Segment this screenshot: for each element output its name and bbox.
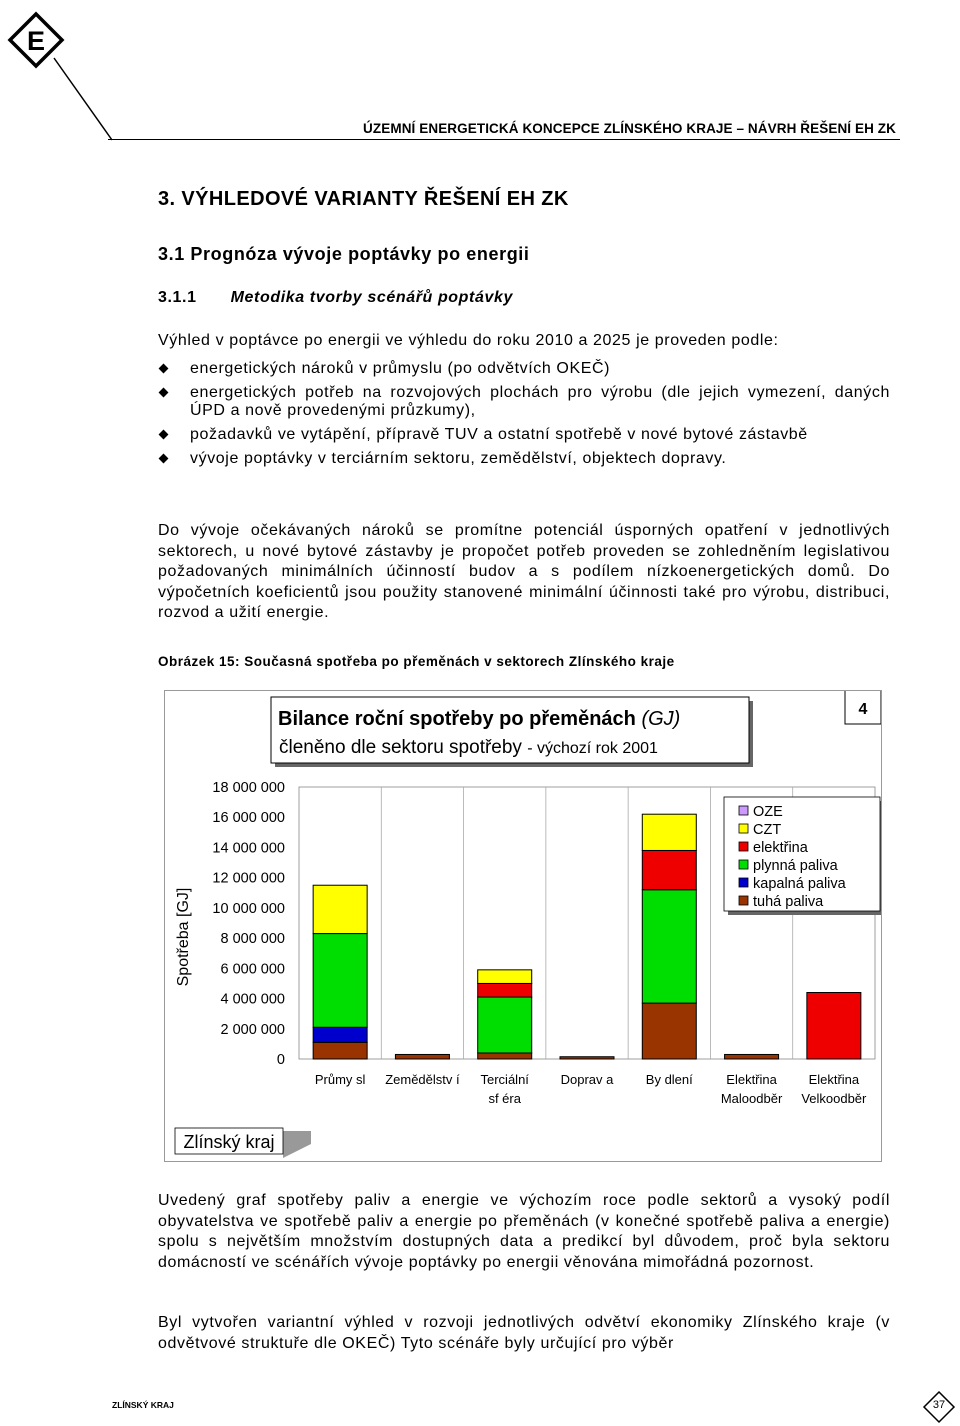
chart-frame — [164, 690, 882, 1162]
diamond-bullet-icon — [159, 454, 169, 464]
bar-segment — [642, 814, 696, 850]
legend-swatch — [739, 878, 748, 887]
y-tick-label: 8 000 000 — [220, 931, 285, 948]
x-tick-label: sf éra — [488, 1091, 521, 1106]
body-paragraph: Do vývoje očekávaných nároků se promítne potenciál úsporných opatření v jednotlivých sektorech, u nové bytové zástavby je propočet potřeb proveden se zohledněním legislativou požadovaných minimálních účinností budov a s podílem nízkoenergetických domů. Do výpočetních koeficientů jsou použity stanovené minimální účinnosti také pro výrobu, distribuci, rozvod a užití energie. — [158, 522, 890, 621]
x-tick-label: Elektřina — [726, 1072, 777, 1087]
legend-label: CZT — [753, 822, 782, 838]
legend-label: OZE — [753, 804, 783, 820]
body-paragraph: Byl vytvořen variantní výhled v rozvoji jednotlivých odvětví ekonomiky Zlínského kraje (v odvětvové struktuře dle OKEČ) Tyto scénáře byly určující pro výběr — [158, 1314, 890, 1352]
diamond-bullet-icon — [159, 430, 169, 440]
bar-segment — [395, 1054, 449, 1059]
bar-segment — [478, 970, 532, 984]
legend-swatch — [739, 860, 748, 869]
bar-segment — [478, 1053, 532, 1059]
list-item-text: energetických potřeb na rozvojových plochách pro výrobu (dle jejich vymezení, daných ÚPD a nově provedenými průzkumy), — [190, 384, 890, 419]
bullet-list — [158, 360, 890, 474]
y-tick-label: 14 000 000 — [212, 840, 285, 857]
diamond-e-logo-icon — [6, 8, 142, 144]
x-tick-label: By dlení — [645, 1072, 693, 1087]
legend-label: tuhá paliva — [753, 894, 824, 910]
x-tick-label: Terciální — [480, 1072, 529, 1087]
y-tick-label: 18 000 000 — [212, 780, 285, 796]
list-item-text: energetických nároků v průmyslu (po odvětvích OKEČ) — [190, 360, 611, 377]
header-title: ÚZEMNÍ ENERGETICKÁ KONCEPCE ZLÍNSKÉHO KRAJE – NÁVRH ŘEŠENÍ EH ZK — [363, 121, 896, 136]
y-tick-label: 2 000 000 — [220, 1021, 285, 1038]
subsubsection-title: Metodika tvorby scénářů poptávky — [230, 289, 513, 306]
diamond-bullet-icon — [159, 388, 169, 398]
subsection-heading: 3.1 Prognóza vývoje poptávky po energii — [158, 244, 530, 264]
bar-segment — [313, 885, 367, 933]
y-ticks — [212, 780, 285, 1068]
y-tick-label: 0 — [276, 1052, 285, 1068]
list-item — [158, 360, 890, 378]
bar-segment — [642, 890, 696, 1003]
bar-segment — [642, 1003, 696, 1059]
bar-segment — [725, 1054, 779, 1059]
bar-segment — [642, 850, 696, 889]
x-tick-label: Průmy sl — [314, 1072, 366, 1087]
subsubsection-heading — [158, 289, 513, 307]
y-axis-label: Spotřeba [GJ] — [175, 887, 192, 987]
y-tick-label: 6 000 000 — [220, 961, 285, 978]
region-label-shadow — [283, 1131, 311, 1158]
bar-segment — [478, 997, 532, 1053]
legend-label: kapalná paliva — [753, 876, 846, 892]
page-number: 37 — [932, 1399, 946, 1411]
section-heading: 3. VÝHLEDOVÉ VARIANTY ŘEŠENÍ EH ZK — [158, 188, 569, 210]
bar-segment — [313, 1042, 367, 1059]
list-item-text: vývoje poptávky v terciárním sektoru, zemědělství, objektech dopravy. — [190, 450, 727, 467]
bar-segment — [313, 934, 367, 1028]
region-label: Zlínský kraj — [183, 1132, 275, 1152]
chart-title-line1: Bilance roční spotřeby po přeměnách (GJ) — [278, 708, 681, 730]
bar-chart — [165, 691, 881, 1161]
legend-swatch — [739, 824, 748, 833]
x-tick-label: Elektřina — [808, 1072, 860, 1087]
legend-swatch — [739, 842, 748, 851]
list-item-text: požadavků ve vytápění, přípravě TUV a ostatní spotřebě v nové bytové zástavbě — [190, 426, 808, 443]
legend-swatch — [739, 806, 748, 815]
bar-segment — [478, 983, 532, 997]
x-tick-label: Zemědělstv í — [385, 1072, 460, 1087]
body-paragraph: Uvedený graf spotřeby paliv a energie ve výchozím roce podle sektorů a vysoký podíl obyvatelstva ve spotřebě paliv a energie po přeměnách (v konečné spotřebě paliva a energie) spolu s největším množstvím dostupných data a predikcí byl důvodem, proč byla sektoru domácností ve scénářích vývoje poptávky po energii věnována mimořádná pozornost. — [158, 1192, 890, 1271]
subsubsection-number: 3.1.1 — [158, 289, 197, 306]
x-tick-label: Maloodběr — [720, 1091, 783, 1106]
list-item — [158, 426, 890, 444]
list-item — [158, 450, 890, 468]
bar-segment — [560, 1057, 614, 1059]
x-tick-label: Doprav a — [560, 1072, 614, 1087]
figure-caption: Obrázek 15: Současná spotřeba po přeměnách v sektorech Zlínského kraje — [158, 654, 675, 669]
y-tick-label: 16 000 000 — [212, 810, 285, 827]
bar-segment — [807, 993, 861, 1059]
intro-paragraph: Výhled v poptávce po energii ve výhledu do roku 2010 a 2025 je proveden podle: — [158, 332, 779, 349]
x-tick-label: Velkoodběr — [801, 1091, 867, 1106]
y-tick-label: 10 000 000 — [212, 900, 285, 917]
list-item — [158, 384, 890, 420]
footer-label: ZLÍNSKÝ KRAJ — [112, 1400, 174, 1410]
y-tick-label: 12 000 000 — [212, 870, 285, 887]
chart-corner-label: 4 — [858, 701, 868, 718]
chart-title-line2: členěno dle sektoru spotřeby - výchozí rok 2001 — [279, 737, 658, 758]
diamond-bullet-icon — [159, 364, 169, 374]
legend-swatch — [739, 896, 748, 905]
y-tick-label: 4 000 000 — [220, 991, 285, 1008]
header-rule — [108, 139, 900, 140]
bar-segment — [313, 1027, 367, 1042]
svg-text:E: E — [26, 26, 46, 56]
legend-label: plynná paliva — [753, 858, 838, 874]
x-tick-labels — [315, 1072, 867, 1106]
legend-label: elektřina — [753, 840, 808, 856]
